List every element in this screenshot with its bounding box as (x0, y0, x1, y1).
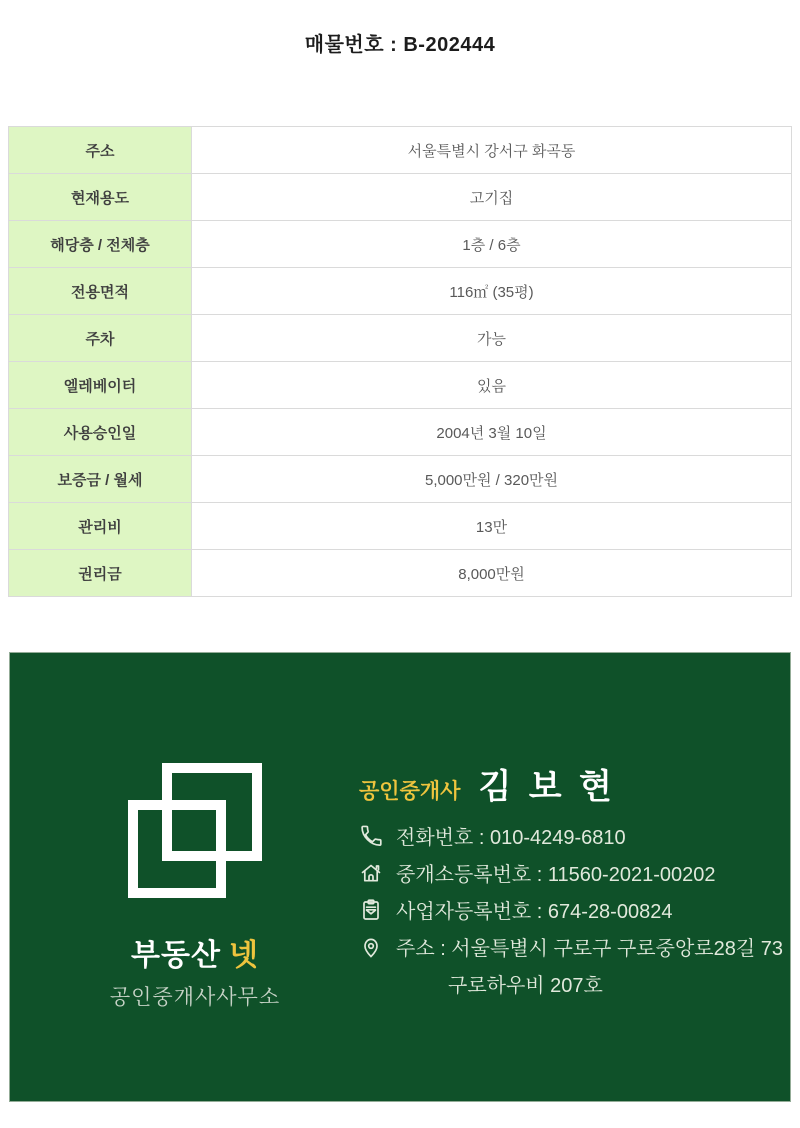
phone-icon (359, 824, 383, 848)
row-label: 관리비 (9, 503, 192, 550)
row-label: 전용면적 (9, 268, 192, 315)
agency-business-card (9, 652, 791, 1102)
row-value: 8,000만원 (192, 550, 792, 597)
agent-role-label: 공인중개사 (359, 780, 461, 803)
brand-block (10, 653, 350, 1101)
table-row (9, 503, 792, 550)
contact-address-text: 주소 : 서울특별시 구로구 구로중앙로28길 73 (396, 938, 783, 960)
agent-name: 김 보 현 (478, 768, 616, 806)
table-row (9, 456, 792, 503)
row-value: 가능 (192, 315, 792, 362)
row-value: 있음 (192, 362, 792, 409)
row-value: 고기집 (192, 174, 792, 221)
house-icon (359, 861, 383, 885)
row-label: 엘레베이터 (9, 362, 192, 409)
row-label: 권리금 (9, 550, 192, 597)
brand-name (131, 930, 259, 974)
contact-line-business-reg (359, 891, 790, 928)
row-value: 서울특별시 강서구 화곡동 (192, 127, 792, 174)
row-label: 사용승인일 (9, 409, 192, 456)
contact-address-text-line2: 구로하우비 207호 (448, 975, 603, 997)
row-label: 주차 (9, 315, 192, 362)
listing-table-body (9, 127, 792, 597)
row-label: 주소 (9, 127, 192, 174)
row-value: 5,000만원 / 320만원 (192, 456, 792, 503)
row-value: 2004년 3월 10일 (192, 409, 792, 456)
table-row (9, 268, 792, 315)
brand-name-main: 부동산 (131, 939, 221, 972)
table-row (9, 362, 792, 409)
row-label: 해당층 / 전체층 (9, 221, 192, 268)
table-row (9, 221, 792, 268)
table-row (9, 174, 792, 221)
row-value: 1층 / 6층 (192, 221, 792, 268)
table-row (9, 127, 792, 174)
contact-line-address (359, 928, 790, 965)
location-pin-icon (359, 935, 383, 959)
contact-line-phone (359, 817, 790, 854)
table-row (9, 550, 792, 597)
listing-table (8, 126, 792, 597)
overlapping-squares-logo-icon (128, 763, 262, 898)
brand-name-accent: 넷 (228, 939, 259, 972)
page-title: 매물번호 : B-202444 (304, 34, 496, 56)
row-label: 현재용도 (9, 174, 192, 221)
clipboard-icon (359, 898, 383, 922)
agent-info-block (350, 653, 790, 1101)
brand-subtitle: 공인중개사사무소 (109, 986, 281, 1009)
table-row (9, 409, 792, 456)
row-value: 116㎡ (35평) (192, 268, 792, 315)
contact-office-reg-text: 중개소등록번호 : 11560-2021-00202 (396, 864, 716, 886)
table-row (9, 315, 792, 362)
contact-business-reg-text: 사업자등록번호 : 674-28-00824 (396, 901, 673, 923)
row-value: 13만 (192, 503, 792, 550)
contact-phone-text: 전화번호 : 010-4249-6810 (396, 827, 626, 849)
agent-header (359, 759, 790, 806)
contact-line-office-reg (359, 854, 790, 891)
row-label: 보증금 / 월세 (9, 456, 192, 503)
